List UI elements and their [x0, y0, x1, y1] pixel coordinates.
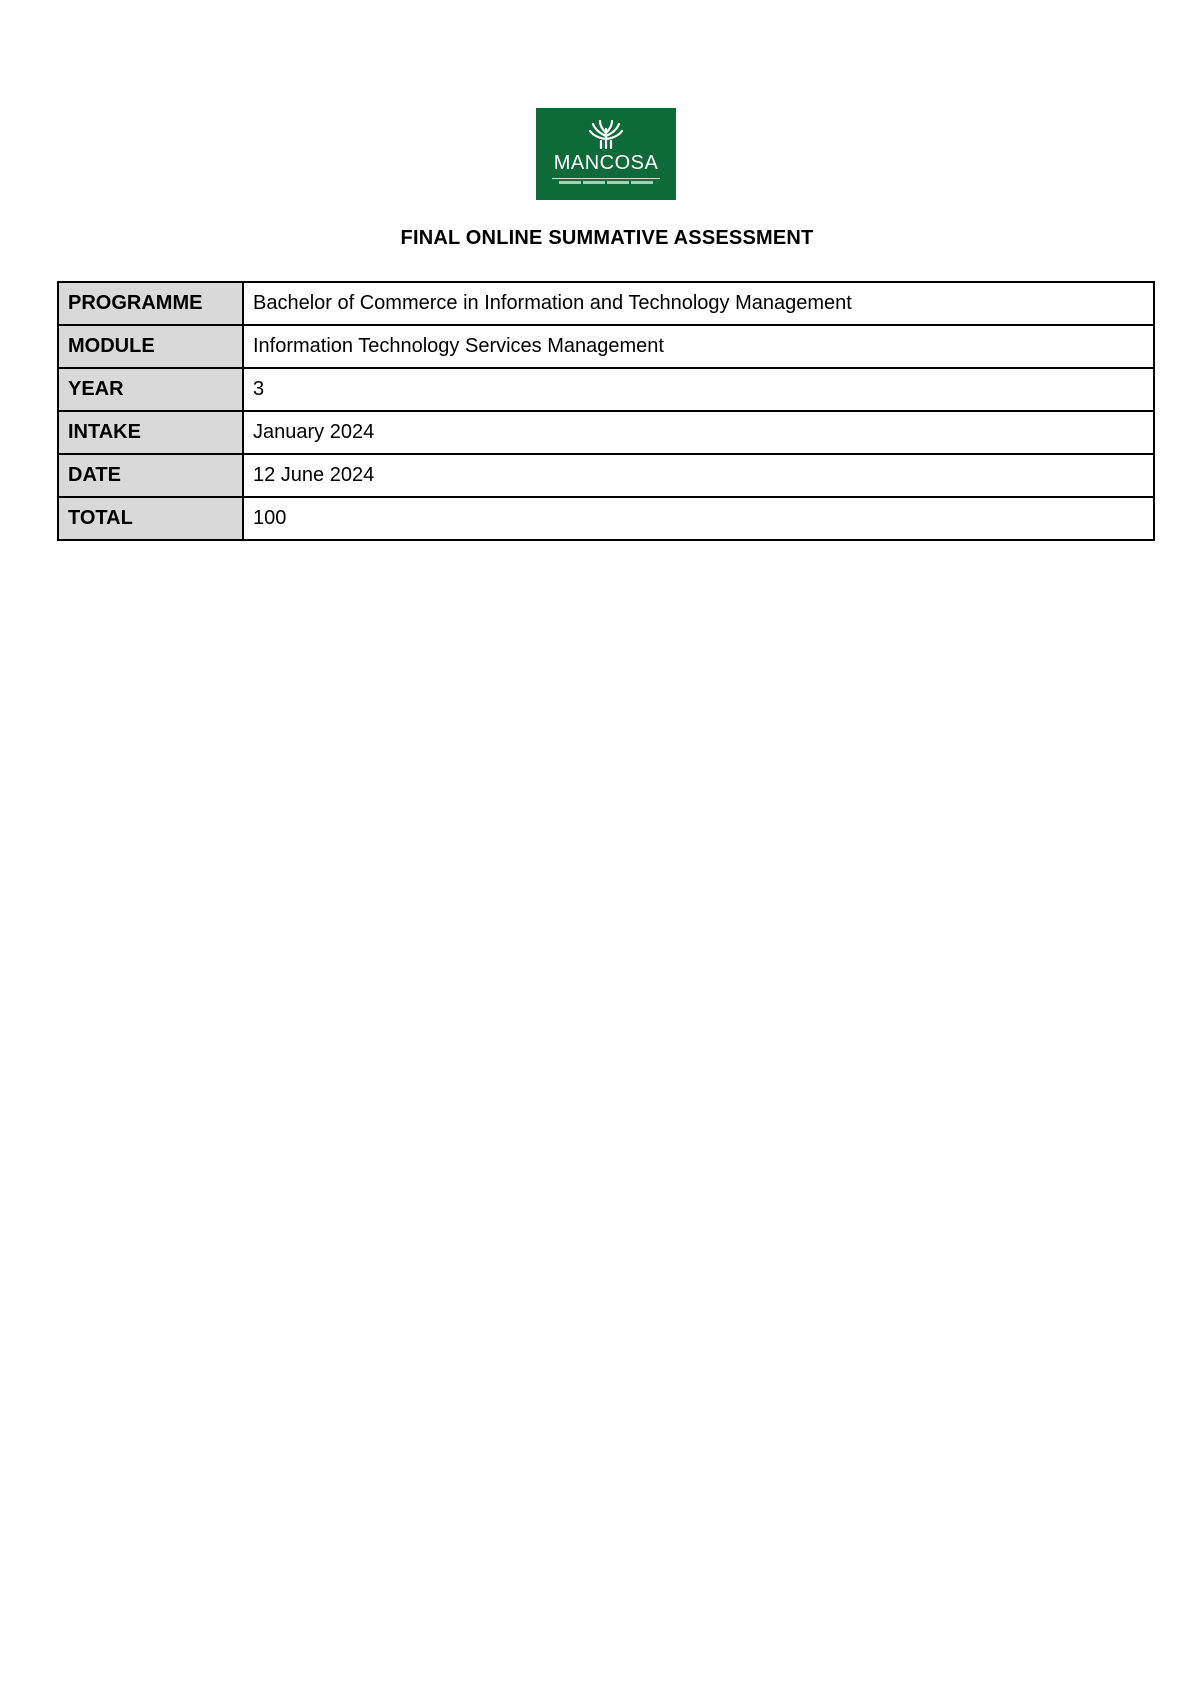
table-row	[58, 325, 1154, 368]
row-label-date: DATE	[58, 454, 243, 497]
row-value-programme: Bachelor of Commerce in Information and Technology Management	[243, 282, 1154, 325]
logo-divider	[552, 178, 660, 179]
row-value-year: 3	[243, 368, 1154, 411]
row-value-date: 12 June 2024	[243, 454, 1154, 497]
assessment-details-table	[57, 281, 1155, 541]
row-label-year: YEAR	[58, 368, 243, 411]
row-value-module: Information Technology Services Management	[243, 325, 1154, 368]
row-value-total: 100	[243, 497, 1154, 540]
logo-wordmark: MANCOSA	[553, 152, 659, 174]
tree-logo-icon	[588, 119, 624, 149]
table-row	[58, 411, 1154, 454]
row-label-intake: INTAKE	[58, 411, 243, 454]
mancosa-logo	[536, 108, 676, 200]
row-label-programme: PROGRAMME	[58, 282, 243, 325]
table-row	[58, 454, 1154, 497]
row-value-intake: January 2024	[243, 411, 1154, 454]
row-label-module: MODULE	[58, 325, 243, 368]
table-row	[58, 497, 1154, 540]
logo-tagline-graphic	[548, 181, 664, 186]
table-row	[58, 282, 1154, 325]
table-row	[58, 368, 1154, 411]
page-title: FINAL ONLINE SUMMATIVE ASSESSMENT	[400, 227, 814, 249]
row-label-total: TOTAL	[58, 497, 243, 540]
